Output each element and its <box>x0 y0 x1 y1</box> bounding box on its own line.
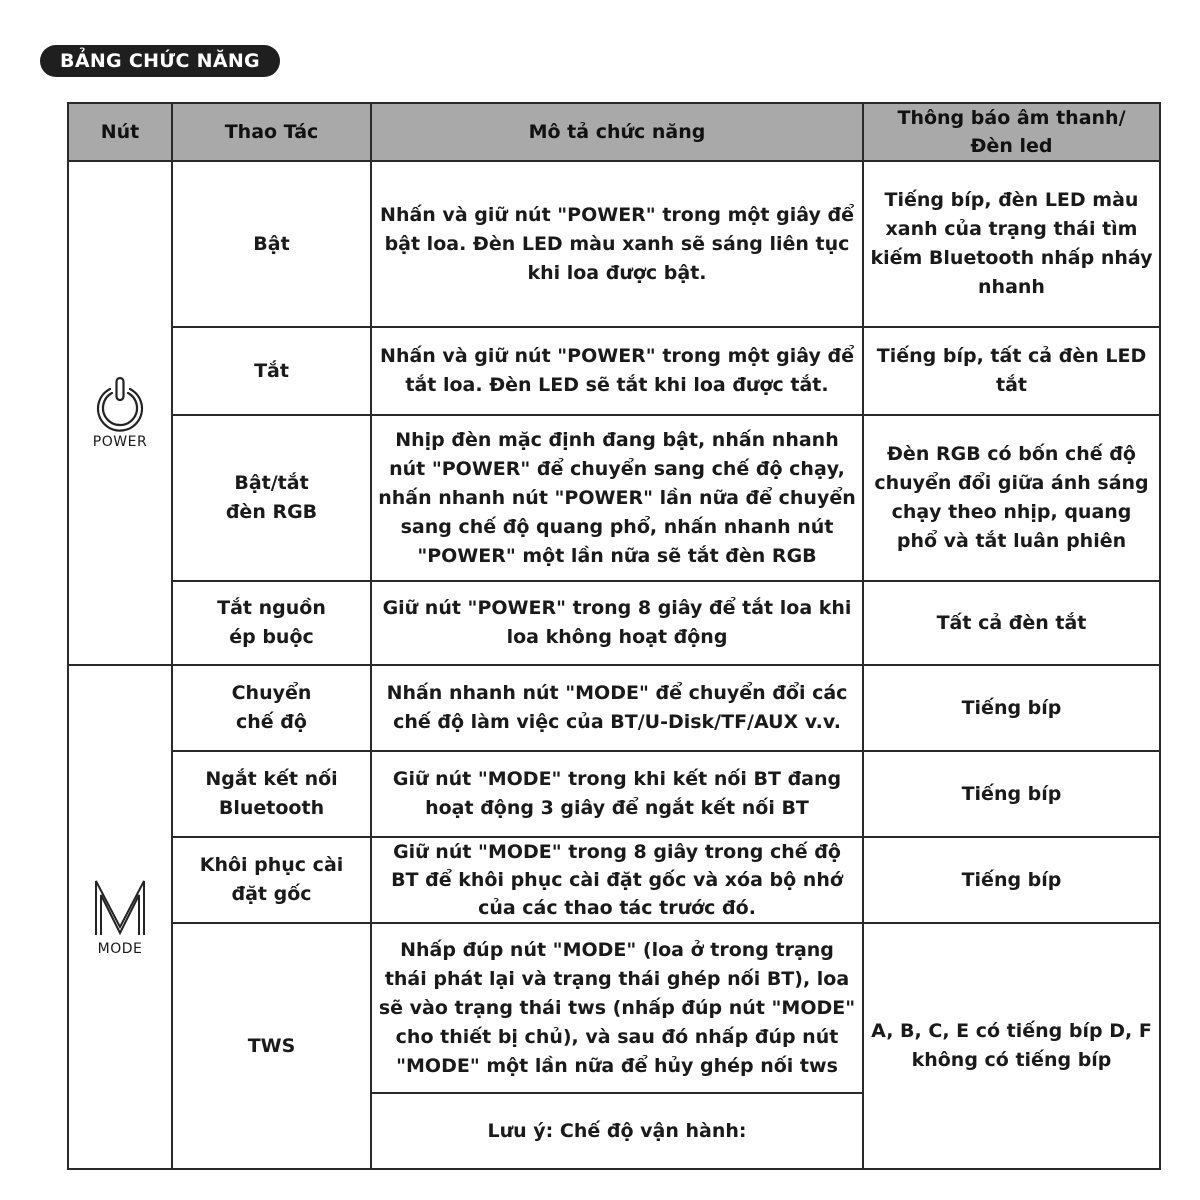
table-row <box>68 581 1160 665</box>
description-cell: Giữ nút "POWER" trong 8 giây để tắt loa khi loa không hoạt động <box>371 581 863 665</box>
notice-cell: Tiếng bíp <box>863 837 1160 923</box>
header-notice-line1: Thông báo âm thanh/ <box>897 107 1126 129</box>
table-row <box>68 415 1160 581</box>
mode-icon <box>92 877 148 939</box>
table-row <box>68 161 1160 327</box>
function-table <box>67 102 1161 1170</box>
action-line2: ép buộc <box>229 626 314 648</box>
action-cell: Tắt <box>172 327 371 415</box>
action-line1: Chuyển <box>231 682 312 704</box>
note-cell: Lưu ý: Chế độ vận hành: <box>371 1093 863 1169</box>
header-description: Mô tả chức năng <box>371 103 863 161</box>
description-cell: Giữ nút "MODE" trong 8 giây trong chế độ BT để khôi phục cài đặt gốc và xóa bộ nhớ của các thao tác trước đó. <box>371 837 863 923</box>
action-cell <box>172 665 371 751</box>
notice-cell: Tiếng bíp, đèn LED màu xanh của trạng thái tìm kiếm Bluetooth nhấp nháy nhanh <box>863 161 1160 327</box>
description-cell: Nhấn và giữ nút "POWER" trong một giây để bật loa. Đèn LED màu xanh sẽ sáng liên tục khi loa được bật. <box>371 161 863 327</box>
description-cell: Giữ nút "MODE" trong khi kết nối BT đang hoạt động 3 giây để ngắt kết nối BT <box>371 751 863 837</box>
power-icon-label: POWER <box>92 434 148 450</box>
header-button: Nút <box>68 103 172 161</box>
action-line2: Bluetooth <box>218 797 325 819</box>
header-notice-line2: Đèn led <box>970 135 1053 157</box>
notice-cell: Tất cả đèn tắt <box>863 581 1160 665</box>
notice-cell: Đèn RGB có bốn chế độ chuyển đổi giữa ánh sáng chạy theo nhịp, quang phổ và tắt luân phiên <box>863 415 1160 581</box>
action-cell <box>172 837 371 923</box>
power-button-cell <box>68 161 172 665</box>
action-line1: Ngắt kết nối <box>205 768 338 790</box>
action-line2: đèn RGB <box>225 501 318 523</box>
action-line1: Bật/tắt <box>234 472 309 494</box>
header-notice <box>863 103 1160 161</box>
action-cell <box>172 581 371 665</box>
description-cell: Nhấn nhanh nút "MODE" để chuyển đổi các chế độ làm việc của BT/U-Disk/TF/AUX v.v. <box>371 665 863 751</box>
action-line1: Khôi phục cài <box>199 854 344 876</box>
description-cell: Nhấn và giữ nút "POWER" trong một giây để tắt loa. Đèn LED sẽ tắt khi loa được tắt. <box>371 327 863 415</box>
header-action: Thao Tác <box>172 103 371 161</box>
table-row <box>68 837 1160 923</box>
action-cell <box>172 751 371 837</box>
table-row <box>68 327 1160 415</box>
table-header-row <box>68 103 1160 161</box>
table-row <box>68 923 1160 1093</box>
action-line2: chế độ <box>236 711 307 733</box>
action-cell: TWS <box>172 923 371 1169</box>
description-cell: Nhịp đèn mặc định đang bật, nhấn nhanh nút "POWER" để chuyển sang chế độ chạy, nhấn nhanh nút "POWER" lần nữa để chuyển sang chế độ quang phổ, nhấn nhanh nút "POWER" một lần nữa sẽ tắt đèn RGB <box>371 415 863 581</box>
action-line1: Tắt nguồn <box>217 597 326 619</box>
notice-cell: A, B, C, E có tiếng bíp D, F không có tiếng bíp <box>863 923 1160 1169</box>
table-row <box>68 665 1160 751</box>
action-cell <box>172 415 371 581</box>
mode-icon-label: MODE <box>97 941 143 957</box>
action-line2: đặt gốc <box>231 883 312 905</box>
notice-cell: Tiếng bíp <box>863 751 1160 837</box>
page-title: BẢNG CHỨC NĂNG <box>40 45 280 77</box>
mode-button-cell <box>68 665 172 1169</box>
power-icon <box>92 376 148 432</box>
description-cell: Nhấp đúp nút "MODE" (loa ở trong trạng thái phát lại và trạng thái ghép nối BT), loa sẽ vào trạng thái tws (nhấp đúp nút "MODE" cho thiết bị chủ), và sau đó nhấp đúp nút "MODE" một lần nữa để hủy ghép nối tws <box>371 923 863 1093</box>
table-row <box>68 751 1160 837</box>
notice-cell: Tiếng bíp, tất cả đèn LED tắt <box>863 327 1160 415</box>
notice-cell: Tiếng bíp <box>863 665 1160 751</box>
action-cell: Bật <box>172 161 371 327</box>
